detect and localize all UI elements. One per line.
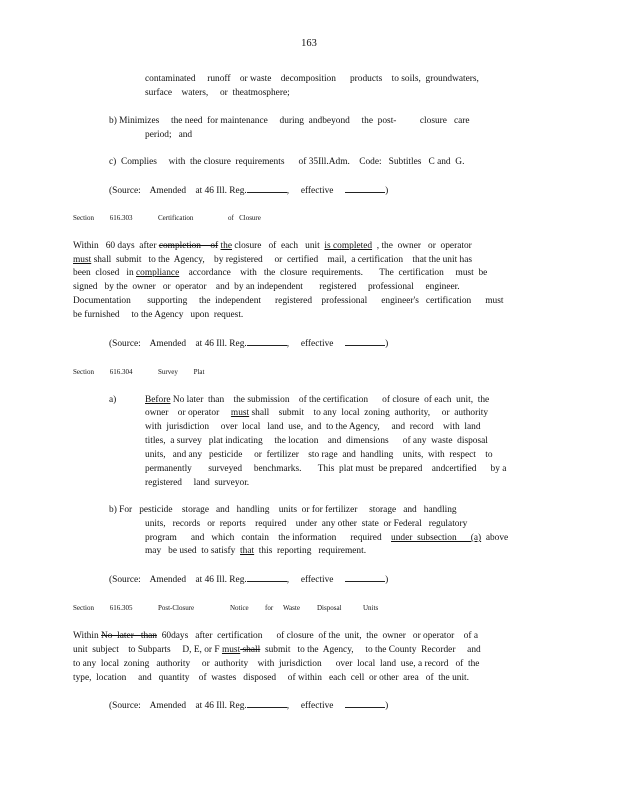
source-amended: Amended (149, 186, 187, 196)
p304b-line-4: may be used to satisfy that this reporting requirement. (145, 546, 367, 556)
section-616-304-title: Survey Plat (158, 368, 205, 376)
p303-line-4: signed by the owner or operator and by an independent registered professional engineer. (73, 282, 460, 292)
p304a-line-7: registered land surveyor. (145, 478, 250, 488)
section-616-304-number: Section 616.304 (73, 368, 133, 376)
section-616-305-disposal: Disposal (317, 604, 342, 612)
source-note-4: (Source: Amended at 46 Ill. Reg. , effective ) (109, 701, 389, 711)
deleted-text: completion of (158, 241, 219, 251)
p304a-line-5: units, and any pesticide or fertilizer sto rage and handling units, with respect to (145, 450, 493, 460)
paragraph-b-line-1: b) Minimizes the need for maintenance during andbeyond the post- closure care (109, 116, 470, 126)
inserted-text: that (240, 546, 255, 556)
p303-line-5: Documentation supporting the independent registered professional engineer's certification must (73, 296, 504, 306)
paragraph-b-line-2: period; and (145, 130, 193, 140)
inserted-text: compliance (136, 268, 180, 278)
effective-blank (345, 184, 385, 193)
source-at: at 46 Ill. Reg. (195, 186, 247, 196)
effective-blank (345, 337, 385, 346)
p304b-line-3: program and which contain the information required under subsection (a) above (145, 533, 509, 543)
inserted-text: must (221, 645, 241, 655)
register-blank (247, 573, 287, 582)
p304a-line-3: with jurisdiction over local land use, and to the Agency, and record with land (145, 422, 481, 432)
source-label: (Source: (109, 186, 141, 196)
section-616-305-title: Post-Closure (158, 604, 195, 612)
section-616-305-for: for (265, 604, 274, 612)
register-blank (247, 337, 287, 346)
p305-line-1: Within No later than 60days after certification of closure of the unit, the owner or operator of a (73, 631, 478, 641)
effective-blank (345, 699, 385, 708)
source-note-2: (Source: Amended at 46 Ill. Reg. , effective ) (109, 339, 389, 349)
register-blank (247, 184, 287, 193)
p305-line-2: unit subject to Subparts D, E, or F must shall submit to the Agency, to the County Recorder and (73, 645, 481, 655)
deleted-text: No later than (101, 631, 157, 641)
section-616-305-number: Section 616.305 (73, 604, 133, 612)
source-note-1: (Source: Amended at 46 Ill. Reg. , effective ) (109, 186, 389, 196)
register-blank (247, 699, 287, 708)
effective-blank (345, 573, 385, 582)
inserted-text: under subsection (a) (391, 533, 482, 543)
paragraph-a-line-2: surface waters, or theatmosphere; (145, 88, 290, 98)
inserted-text: Before (145, 395, 171, 405)
section-616-303-title-of: of Closure (228, 214, 261, 222)
p304a-line-2: owner or operator must shall submit to any local zoning authority, or authority (145, 408, 489, 418)
paragraph-c: c) Complies with the closure requirements of 35Ill.Adm. Code: Subtitles C and G. (109, 157, 465, 167)
p305-line-3: to any local zoning authority or authority with jurisdiction over local land use, a record of the (73, 659, 480, 669)
p303-line-1: Within 60 days after completion of the closure of each unit is completed , the owner or operator (73, 241, 472, 251)
source-close: ) (385, 186, 389, 196)
inserted-text: must (73, 255, 92, 265)
p304b-line-2: units, records or reports required under any other state or Federal regulatory (145, 519, 468, 529)
section-616-305-notice: Notice (230, 604, 249, 612)
page-number: 163 (301, 38, 317, 49)
p303-line-3: been closed in compliance accordance with the closure requirements. The certification must be (73, 268, 488, 278)
p305-line-4: type, location and quantity of wastes disposed of within each cell or other area of the unit. (73, 673, 469, 683)
p304a-line-4: titles, a survey plat indicating the location and dimensions of any waste disposal (145, 436, 488, 446)
p304a-line-6: permanently surveyed benchmarks. This plat must be prepared andcertified by a (145, 464, 507, 474)
section-616-305-waste: Waste (283, 604, 300, 612)
inserted-text: must (230, 408, 250, 418)
inserted-text: the (220, 241, 232, 251)
p304a-line-1: Before No later than the submission of the certification of closure of each unit, the (145, 395, 490, 405)
deleted-text: shall (240, 645, 261, 655)
source-note-3: (Source: Amended at 46 Ill. Reg. , effective ) (109, 575, 389, 585)
paragraph-a-line-1: contaminated runoff or waste decomposition products to soils, groundwaters, (145, 74, 479, 84)
section-616-303-title: Certification (158, 214, 194, 222)
p304b-line-1: b) For pesticide storage and handling units or for fertilizer storage and handling (109, 505, 457, 515)
p304a-marker: a) (109, 395, 117, 405)
p303-line-6: be furnished to the Agency upon request. (73, 310, 244, 320)
inserted-text: is completed (324, 241, 373, 251)
section-616-305-units: Units (363, 604, 379, 612)
source-effective: effective (300, 186, 334, 196)
p303-line-2: must shall submit to the Agency, by registered or certified mail, a certification that the unit has (73, 255, 473, 265)
section-616-303-number: Section 616.303 (73, 214, 133, 222)
